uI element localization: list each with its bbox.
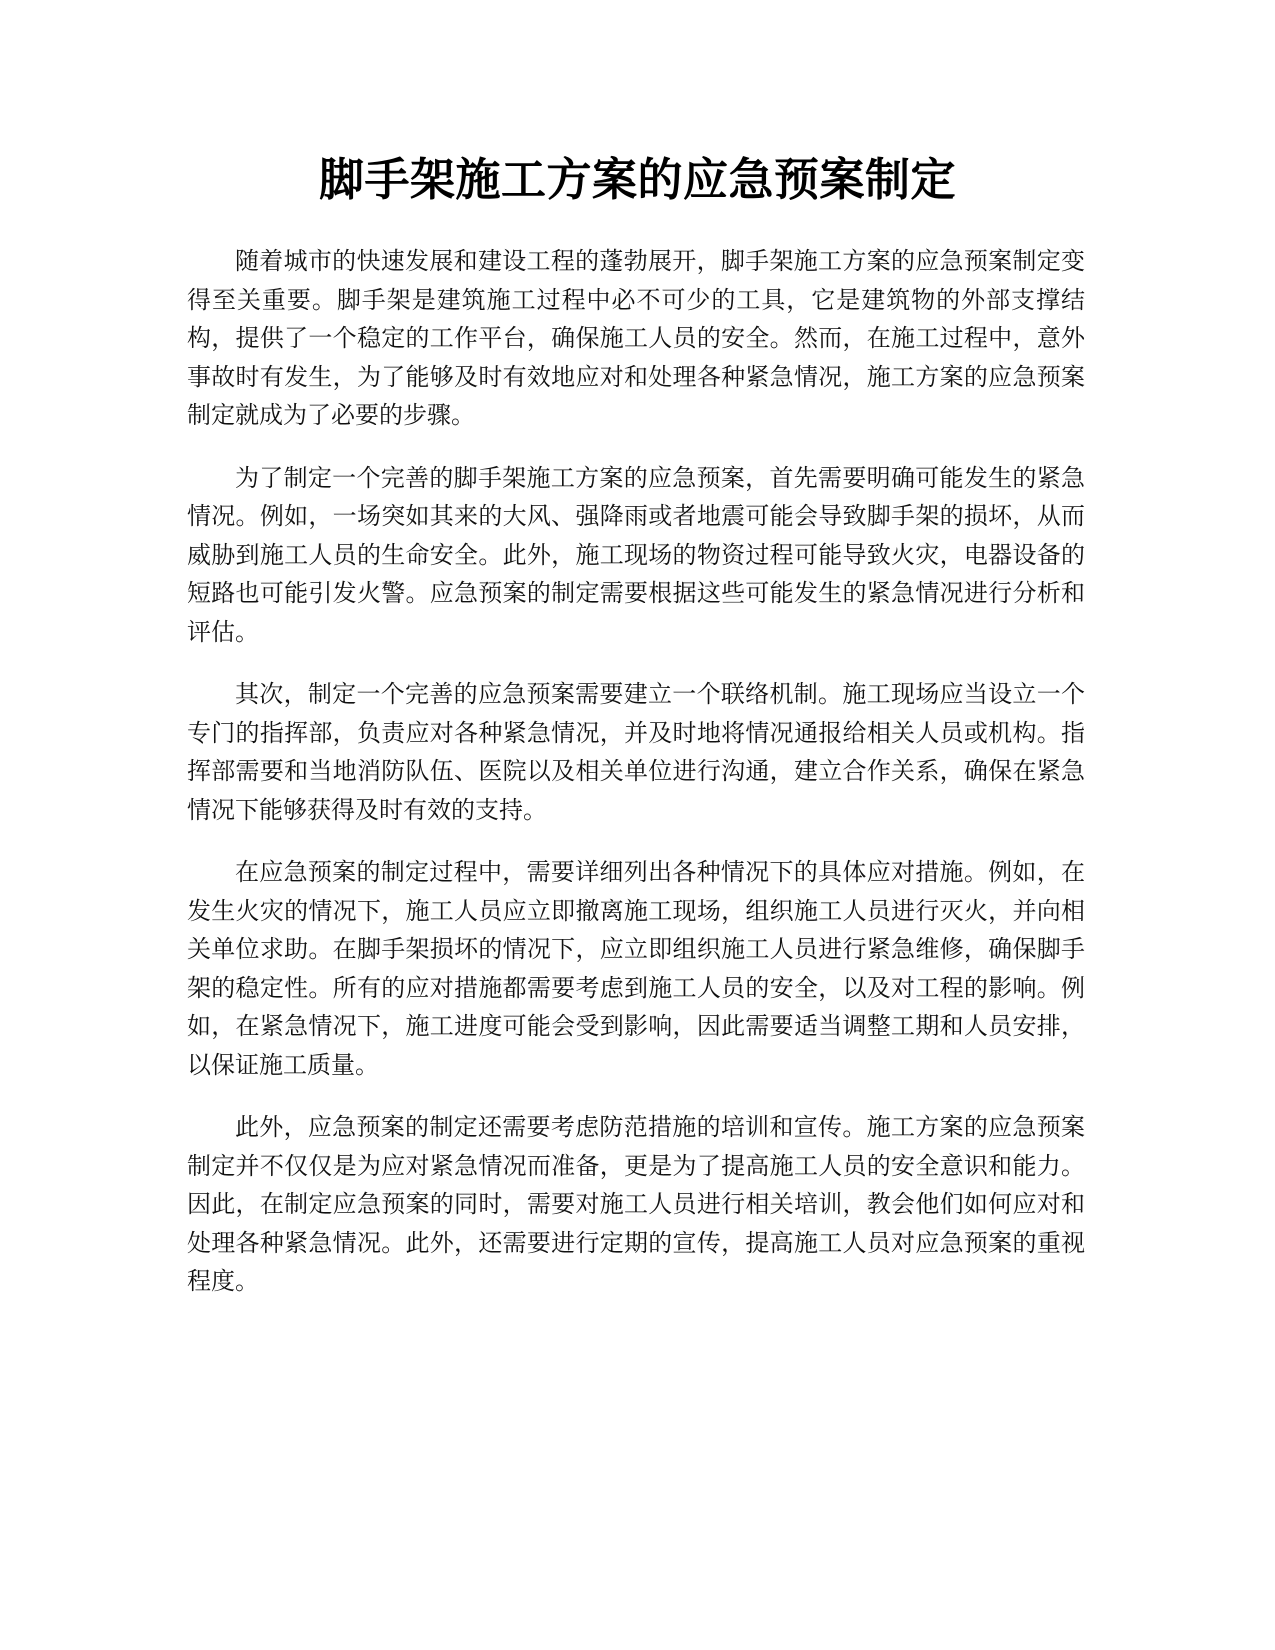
paragraph: 为了制定一个完善的脚手架施工方案的应急预案，首先需要明确可能发生的紧急情况。例如，一场突如其来的大风、强降雨或者地震可能会导致脚手架的损坏，从而威胁到施工人员的生命安全。此外，施工现场的物资过程可能导致火灾，电器设备的短路也可能引发火警。应急预案的制定需要根据这些可能发生的紧急情况进行分析和评估。: [187, 463, 1085, 646]
document-body: [187, 242, 1085, 1325]
paragraph: 在应急预案的制定过程中，需要详细列出各种情况下的具体应对措施。例如，在发生火灾的情况下，施工人员应立即撤离施工现场，组织施工人员进行灭火，并向相关单位求助。在脚手架损坏的情况下，应立即组织施工人员进行紧急维修，确保脚手架的稳定性。所有的应对措施都需要考虑到施工人员的安全，以及对工程的影响。例如，在紧急情况下，施工进度可能会受到影响，因此需要适当调整工期和人员安排，以保证施工质量。: [187, 858, 1085, 1079]
paragraph: 随着城市的快速发展和建设工程的蓬勃展开，脚手架施工方案的应急预案制定变得至关重要。脚手架是建筑施工过程中必不可少的工具，它是建筑物的外部支撑结构，提供了一个稳定的工作平台，确保施工人员的安全。然而，在施工过程中，意外事故时有发生，为了能够及时有效地应对和处理各种紧急情况，施工方案的应急预案制定就成为了必要的步骤。: [187, 247, 1085, 429]
document-title: 脚手架施工方案的应急预案制定: [318, 153, 956, 206]
paragraph: 其次，制定一个完善的应急预案需要建立一个联络机制。施工现场应当设立一个专门的指挥部，负责应对各种紧急情况，并及时地将情况通报给相关人员或机构。指挥部需要和当地消防队伍、医院以及相关单位进行沟通，建立合作关系，确保在紧急情况下能够获得及时有效的支持。: [187, 680, 1085, 824]
paragraph: 此外，应急预案的制定还需要考虑防范措施的培训和宣传。施工方案的应急预案制定并不仅仅是为应对紧急情况而准备，更是为了提高施工人员的安全意识和能力。因此，在制定应急预案的同时，需要对施工人员进行相关培训，教会他们如何应对和处理各种紧急情况。此外，还需要进行定期的宣传，提高施工人员对应急预案的重视程度。: [187, 1113, 1085, 1295]
